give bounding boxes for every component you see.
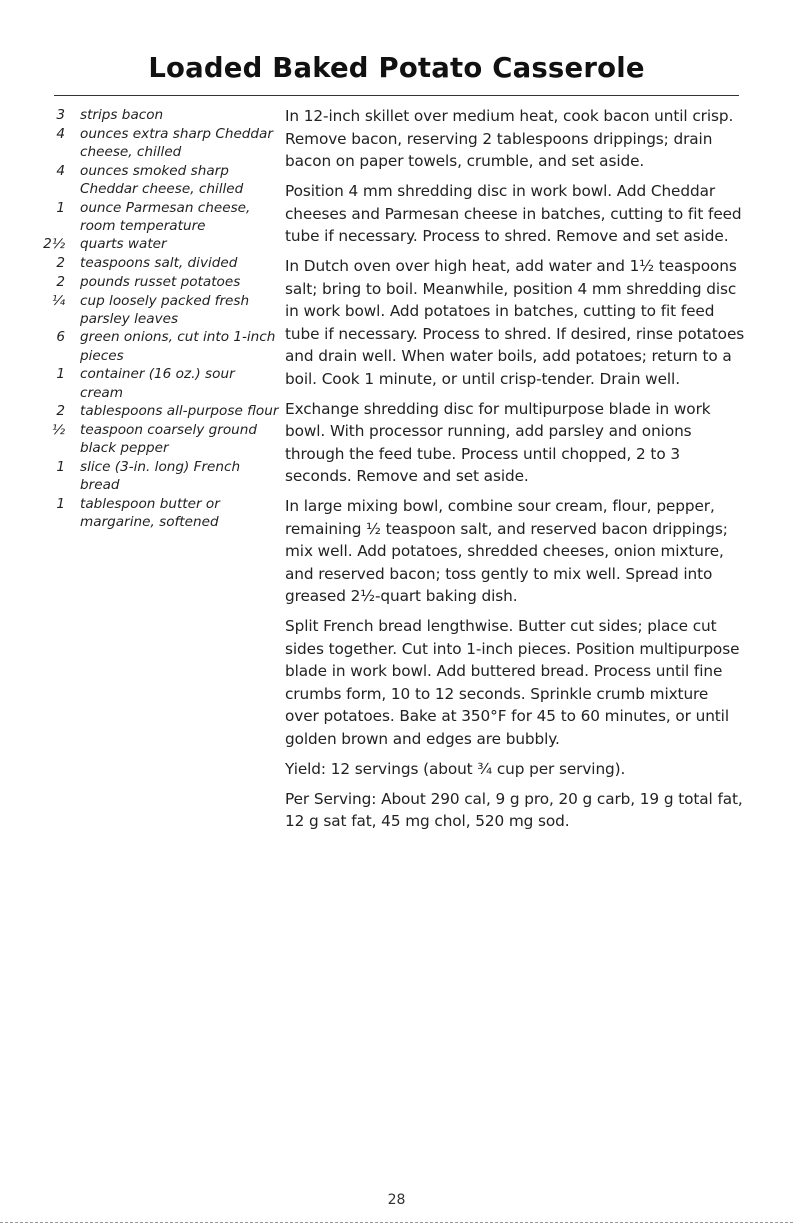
ingredient-list	[30, 106, 280, 531]
title-divider	[54, 95, 739, 96]
ingredient-text: green onions, cut into 1-inch pieces	[80, 329, 276, 364]
direction-step: Position 4 mm shredding disc in work bowl. Add Cheddar cheeses and Parmesan cheese in batches, cutting to fit feed tube if necessary. Process to shred. Remove and set aside.	[285, 182, 742, 245]
ingredient-item	[30, 199, 280, 235]
page-edge-divider	[0, 1222, 793, 1223]
ingredient-text: slice (3-in. long) French bread	[80, 458, 241, 494]
page-number: 28	[387, 1192, 406, 1208]
ingredient-item	[30, 235, 280, 253]
ingredient-quantity: 6	[56, 329, 65, 346]
ingredient-quantity: 1	[56, 495, 65, 512]
ingredient-item	[30, 254, 280, 272]
ingredient-quantity: 2½	[43, 236, 65, 253]
ingredient-quantity: 1	[56, 366, 65, 383]
ingredient-item	[30, 273, 280, 291]
ingredient-text: tablespoons all-purpose flour	[80, 403, 279, 420]
ingredient-text: ounce Parmesan cheese, room temperature	[80, 199, 251, 234]
direction-step: Exchange shredding disc for multipurpose blade in work bowl. With processor running, add parsley and onions through the feed tube. Process until chopped, 2 to 3 seconds. Remove and set aside.	[285, 399, 711, 485]
direction-step: In Dutch oven over high heat, add water and 1½ teaspoons salt; bring to boil. Meanwhile, position 4 mm shredding disc in work bowl. Add potatoes in batches, cutting to fit feed tube if necessary. Process to shred. If desired, rinse potatoes and drain well. When water boils, add potatoes; return to a boil. Cook 1 minute, or until crisp-tender. Drain well.	[285, 257, 745, 388]
ingredient-item	[30, 125, 280, 161]
ingredient-quantity: 2	[56, 273, 65, 290]
directions	[285, 105, 745, 840]
direction-step: Split French bread lengthwise. Butter cut sides; place cut sides together. Cut into 1-inch pieces. Position multipurpose blade in work bowl. Add buttered bread. Process until fine crumbs form, 10 to 12 seconds. Sprinkle crumb mixture over potatoes. Bake at 350°F for 45 to 60 minutes, or until golden brown and edges are bubbly.	[285, 617, 740, 748]
ingredient-quantity: 1	[56, 199, 65, 216]
ingredient-item	[30, 458, 280, 494]
ingredient-text: teaspoon coarsely ground black pepper	[80, 421, 257, 457]
ingredient-item	[30, 402, 280, 420]
yield-text: Yield: 12 servings (about ¾ cup per serving).	[285, 759, 626, 778]
ingredient-quantity: 2	[56, 403, 65, 420]
direction-step: In large mixing bowl, combine sour cream, flour, pepper, remaining ½ teaspoon salt, and reserved bacon drippings; mix well. Add potatoes, shredded cheeses, onion mixture, and reserved bacon; toss gently to mix well. Spread into greased 2½-quart baking dish.	[285, 497, 728, 605]
ingredient-item	[30, 365, 280, 401]
ingredient-quantity: 1	[56, 458, 65, 475]
nutrition-info: Per Serving: About 290 cal, 9 g pro, 20 g carb, 19 g total fat, 12 g sat fat, 45 mg chol, 520 mg sod.	[285, 789, 743, 830]
ingredient-quantity: 3	[56, 107, 65, 123]
ingredient-text: strips bacon	[80, 107, 164, 123]
ingredient-item	[30, 328, 280, 364]
ingredient-text: cup loosely packed fresh parsley leaves	[80, 292, 250, 327]
ingredient-quantity: 2	[56, 255, 65, 272]
ingredient-text: ounces smoked sharp Cheddar cheese, chilled	[80, 162, 244, 197]
recipe-title: Loaded Baked Potato Casserole	[148, 52, 645, 84]
ingredient-text: ounces extra sharp Cheddar cheese, chilled	[80, 125, 273, 160]
ingredient-quantity: ¼	[51, 292, 65, 309]
ingredient-quantity: ½	[51, 421, 65, 438]
ingredient-text: quarts water	[80, 236, 167, 253]
ingredient-text: teaspoons salt, divided	[80, 255, 238, 272]
ingredient-text: pounds russet potatoes	[80, 273, 241, 290]
ingredient-text: tablespoon butter or margarine, softened	[80, 495, 220, 530]
ingredient-item	[30, 495, 280, 531]
direction-step: In 12-inch skillet over medium heat, cook bacon until crisp. Remove bacon, reserving 2 tablespoons drippings; drain bacon on paper towels, crumble, and set aside.	[285, 107, 734, 170]
ingredient-quantity: 4	[56, 125, 65, 142]
ingredient-quantity: 4	[56, 162, 65, 179]
ingredient-item	[30, 292, 280, 328]
ingredient-item	[30, 106, 280, 124]
ingredient-text: container (16 oz.) sour cream	[80, 366, 235, 401]
ingredient-item	[30, 421, 280, 457]
ingredient-item	[30, 162, 280, 198]
